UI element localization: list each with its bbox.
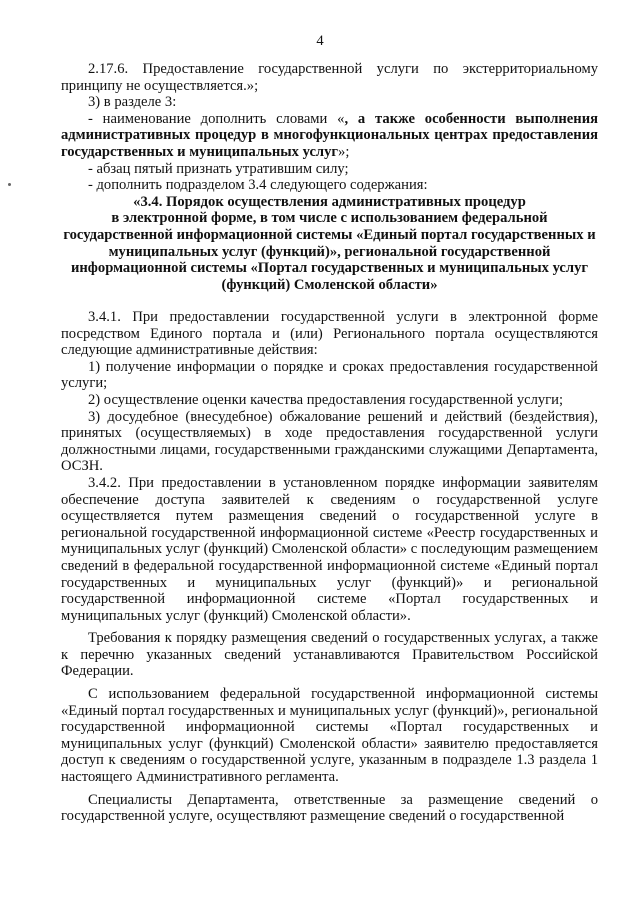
- paragraph-access: С использованием федеральной государственной информационной системы «Единый портал государственных и муниципальных услуг (функций)», региональной государственной информационной системы «Портал государственных и муниципальных услуг (функций) Смоленской области» заявителю предоставляется доступ к сведениям о государственной услуге, указанным в подразделе 1.3 раздела 1 настоящего Административного регламента.: [61, 686, 598, 786]
- list-item-3: 3) досудебное (внесудебное) обжалование решений и действий (бездействия), принятых (осуществляемых) в ходе предоставления государственной услуги должностными лицами, государственными гражданскими служащими Департамента, ОСЗН.: [61, 408, 598, 475]
- paragraph-abzac-5: - абзац пятый признать утратившим силу;: [88, 160, 349, 177]
- list-item-2: 2) осуществление оценки качества предоставления государственной услуги;: [88, 391, 564, 408]
- amendment-suffix: »;: [338, 143, 350, 160]
- amendment-prefix: - наименование дополнить словами «: [88, 110, 345, 127]
- subsection-heading-line1: «3.4. Порядок осуществления административных процедур: [133, 193, 526, 210]
- scan-speck: [8, 183, 11, 186]
- paragraph-3-4-1: 3.4.1. При предоставлении государственной услуги в электронной форме посредством Единого портала и (или) Регионального портала осуществляются следующие административные действия:: [61, 309, 598, 359]
- paragraph-title-amendment: [61, 111, 598, 161]
- paragraph-3-4-2: 3.4.2. При предоставлении в установленном порядке информации заявителям обеспечение доступа заявителей к сведениям о государственной услуге осуществляется путем размещения сведений о государственной услуге в региональной государственной информационной системе «Реестр государственных и муниципальных услуг (функций) Смоленской области» с последующим размещением сведений в федеральной государственной информационной системе «Единый портал государственных и муниципальных услуг (функций)» и региональной государственной информационной системе «Портал государственных и муниципальных услуг (функций) Смоленской области».: [61, 474, 599, 624]
- paragraph-specialists: Специалисты Департамента, ответственные за размещение сведений о государственной услуге, осуществляют размещение сведений о государственной: [61, 791, 598, 825]
- paragraph-add-subsection: - дополнить подразделом 3.4 следующего содержания:: [88, 177, 428, 194]
- paragraph-section-3: 3) в разделе 3:: [88, 94, 177, 111]
- paragraph-requirements: Требования к порядку размещения сведений о государственных услугах, а также к перечню указанных сведений устанавливаются Правительством Российской Федерации.: [61, 630, 598, 680]
- top-text-block: [61, 61, 598, 293]
- list-item-1: 1) получение информации о порядке и сроках предоставления государственной услуги;: [61, 358, 598, 392]
- paragraph-2-17-6: 2.17.6. Предоставление государственной услуги по экстерриториальному принципу не осуществляется.»;: [61, 61, 598, 94]
- amendment-bold-text: , а также особенности выполнения административных процедур в многофункциональных центрах предоставления государственных и муниципальных услуг: [61, 110, 598, 160]
- page-number: 4: [316, 33, 324, 49]
- main-text-block: [61, 309, 598, 825]
- subsection-heading-rest: в электронной форме, в том числе с использованием федеральной государственной информационной системы «Единый портал государственных и муниципальных услуг (функций)», региональной государственной информационной системы «Портал государственных и муниципальных услуг (функций) Смоленской области»: [63, 210, 596, 293]
